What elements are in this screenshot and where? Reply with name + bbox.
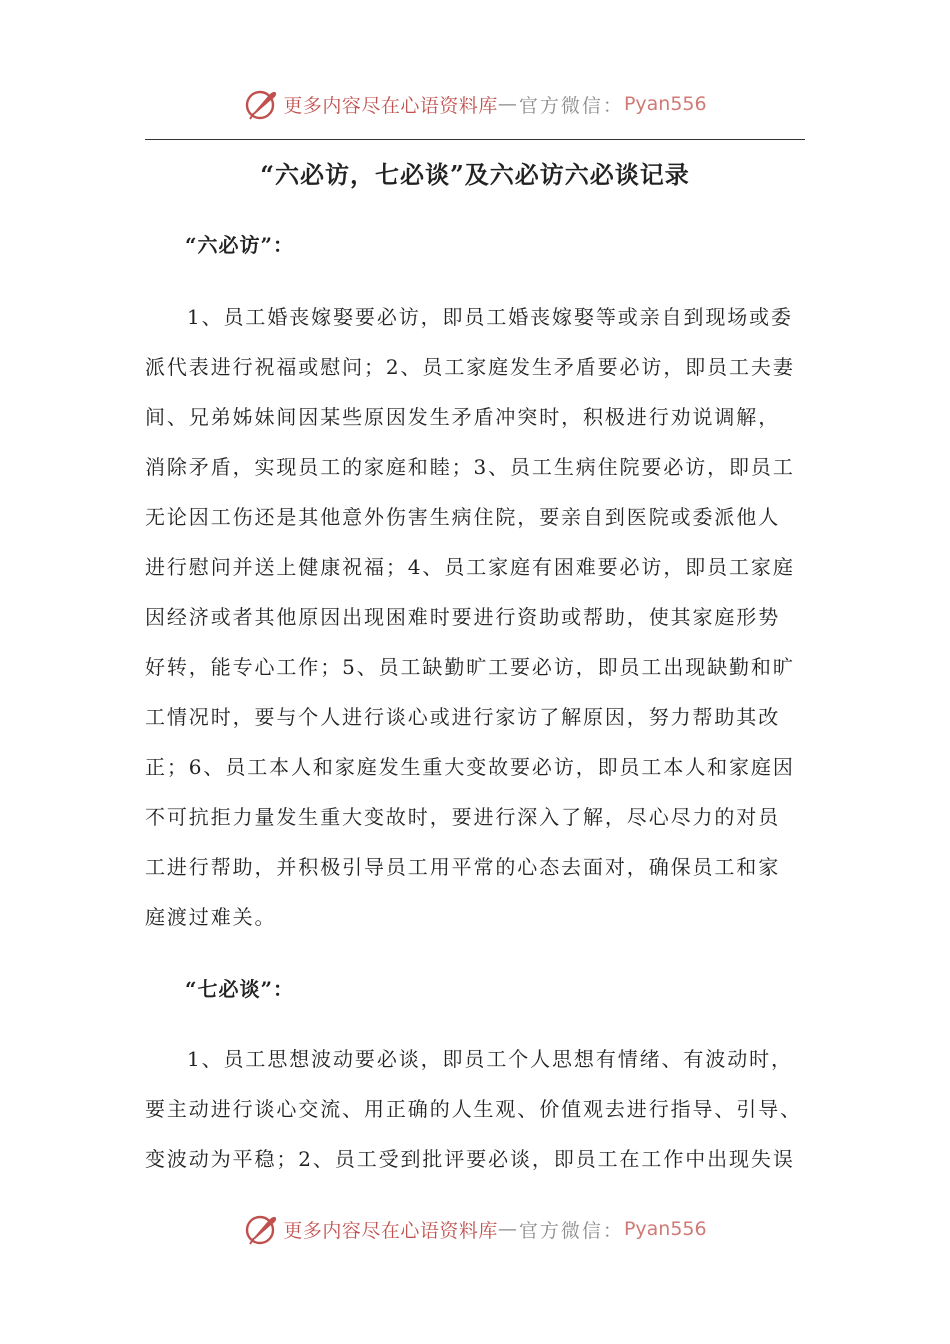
section-heading-seven-talks: “七必谈”： xyxy=(185,977,295,1001)
quill-logo-icon xyxy=(243,1211,279,1247)
quill-logo-icon xyxy=(243,86,279,122)
banner-dash: — xyxy=(497,93,519,115)
text-line: 消除矛盾，实现员工的家庭和睦；3、员工生病住院要必访，即员工 xyxy=(145,455,795,479)
text-line: 好转，能专心工作；5、员工缺勤旷工要必访，即员工出现缺勤和旷 xyxy=(145,655,795,679)
text-line: 进行慰问并送上健康祝福；4、员工家庭有困难要必访，即员工家庭 xyxy=(145,555,795,579)
text-line: 工情况时，要与个人进行谈心或进行家访了解原因，努力帮助其改 xyxy=(145,705,781,729)
text-line: 变波动为平稳；2、员工受到批评要必谈，即员工在工作中出现失误 xyxy=(145,1147,795,1171)
footer-watermark-banner xyxy=(0,1209,950,1249)
banner-wechat-code: Pyan556 xyxy=(623,93,707,115)
text-line: 正；6、员工本人和家庭发生重大变故要必访，即员工本人和家庭因 xyxy=(145,755,795,779)
text-line: 庭渡过难关。 xyxy=(145,905,277,929)
document-title: “六必访，七必谈”及六必访六必谈记录 xyxy=(260,160,690,189)
text-line: 工进行帮助，并积极引导员工用平常的心态去面对，确保员工和家 xyxy=(145,855,781,879)
text-line: 无论因工伤还是其他意外伤害生病住院，要亲自到医院或委派他人 xyxy=(145,505,781,529)
text-line: 派代表进行祝福或慰问；2、员工家庭发生矛盾要必访，即员工夫妻 xyxy=(145,355,795,379)
header-watermark-banner xyxy=(0,84,950,124)
section-body-seven-talks xyxy=(145,1034,805,1184)
section-heading-six-visits: “六必访”： xyxy=(185,233,295,257)
text-line: 间、兄弟姊妹间因某些原因发生矛盾冲突时，积极进行劝说调解， xyxy=(145,405,781,429)
header-divider xyxy=(145,139,805,140)
banner-wechat-code: Pyan556 xyxy=(623,1218,707,1240)
banner-brand-text: 更多内容尽在心语资料库 xyxy=(283,94,498,117)
text-line: 因经济或者其他原因出现困难时要进行资助或帮助，使其家庭形势 xyxy=(145,605,781,629)
section-body-six-visits xyxy=(145,292,805,942)
banner-label: 官方微信： xyxy=(518,1219,624,1242)
text-line: 1、员工婚丧嫁娶要必访，即员工婚丧嫁娶等或亲自到现场或委 xyxy=(187,305,793,329)
banner-label: 官方微信： xyxy=(518,94,624,117)
banner-dash: — xyxy=(497,1218,519,1240)
text-line: 要主动进行谈心交流、用正确的人生观、价值观去进行指导、引导、 xyxy=(145,1097,802,1121)
banner-brand-text: 更多内容尽在心语资料库 xyxy=(283,1219,498,1242)
text-line: 1、员工思想波动要必谈，即员工个人思想有情绪、有波动时， xyxy=(187,1047,793,1071)
text-line: 不可抗拒力量发生重大变故时，要进行深入了解，尽心尽力的对员 xyxy=(145,805,781,829)
